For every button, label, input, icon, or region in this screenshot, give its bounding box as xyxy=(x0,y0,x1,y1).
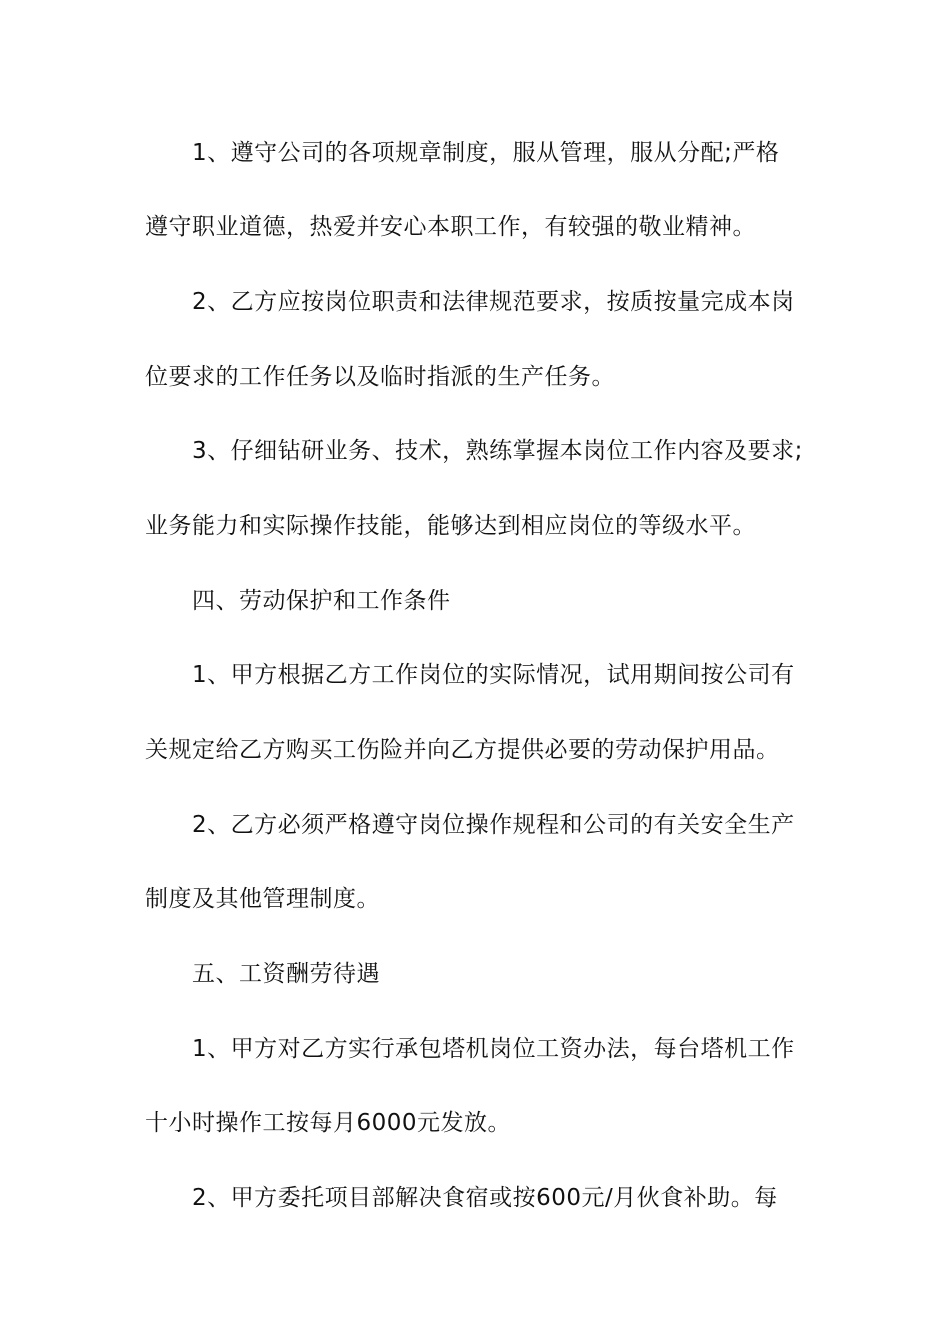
text-line-6: 业务能力和实际操作技能，能够达到相应岗位的等级水平。 xyxy=(145,513,756,539)
text-line-3: 2、乙方应按岗位职责和法律规范要求，按质按量完成本岗 xyxy=(192,289,795,315)
text-line-11: 制度及其他管理制度。 xyxy=(145,886,380,912)
text-line-5: 3、仔细钻研业务、技术，熟练掌握本岗位工作内容及要求; xyxy=(192,438,803,464)
section-heading-five: 五、工资酬劳待遇 xyxy=(192,961,380,987)
text-line-14: 十小时操作工按每月6000元发放。 xyxy=(145,1110,512,1136)
text-line-13: 1、甲方对乙方实行承包塔机岗位工资办法，每台塔机工作 xyxy=(192,1036,795,1062)
text-line-4: 位要求的工作任务以及临时指派的生产任务。 xyxy=(145,364,615,390)
text-line-10: 2、乙方必须严格遵守岗位操作规程和公司的有关安全生产 xyxy=(192,812,795,838)
section-heading-four: 四、劳动保护和工作条件 xyxy=(192,588,451,614)
text-line-2: 遵守职业道德，热爱并安心本职工作，有较强的敬业精神。 xyxy=(145,214,756,240)
text-line-15: 2、甲方委托项目部解决食宿或按600元/月伙食补助。每 xyxy=(192,1185,778,1211)
text-line-1: 1、遵守公司的各项规章制度，服从管理，服从分配;严格 xyxy=(192,140,780,166)
text-line-9: 关规定给乙方购买工伤险并向乙方提供必要的劳动保护用品。 xyxy=(145,737,780,763)
text-line-8: 1、甲方根据乙方工作岗位的实际情况，试用期间按公司有 xyxy=(192,662,795,688)
